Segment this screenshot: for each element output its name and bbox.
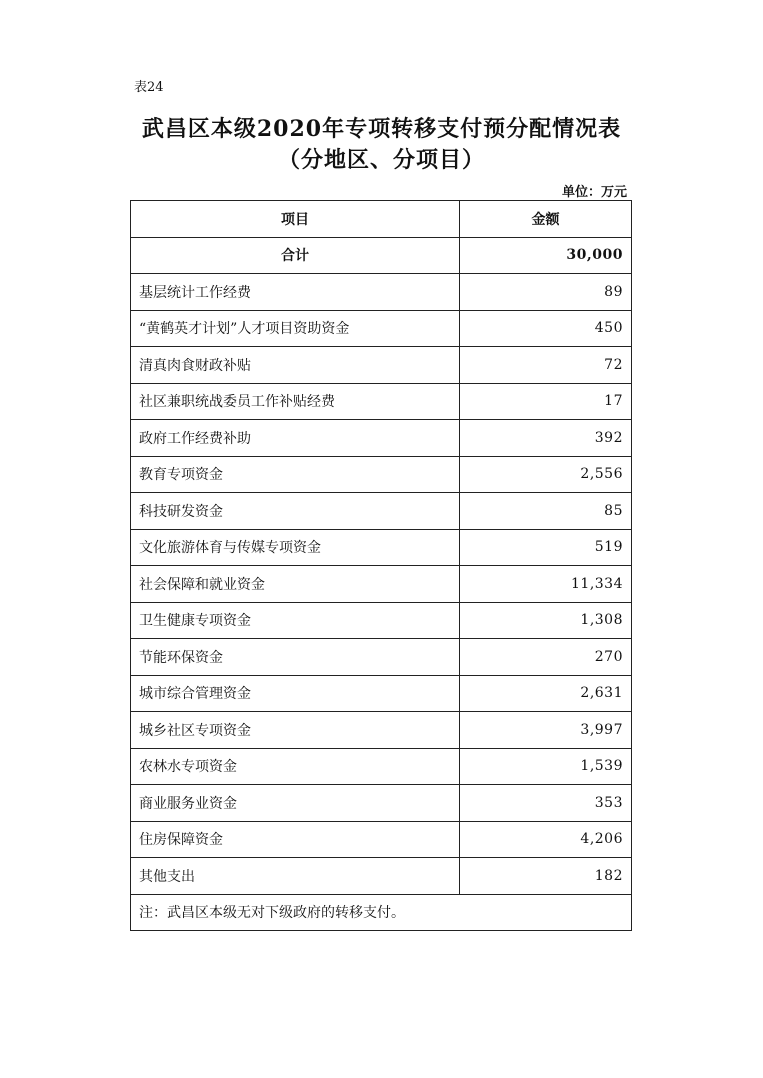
row-item-name: “黄鹤英才计划”人才项目资助资金 (131, 310, 460, 347)
row-item-name: 卫生健康专项资金 (131, 602, 460, 639)
row-item-name: 城市综合管理资金 (131, 675, 460, 712)
row-item-name: 节能环保资金 (131, 639, 460, 676)
row-item-amount: 11,334 (460, 566, 632, 603)
row-item-name: 农林水专项资金 (131, 748, 460, 785)
row-item-amount: 353 (460, 785, 632, 822)
header-item: 项目 (131, 201, 460, 238)
table-row (131, 639, 632, 676)
row-item-name: 科技研发资金 (131, 493, 460, 530)
table-row (131, 456, 632, 493)
table-note: 注：武昌区本级无对下级政府的转移支付。 (131, 894, 632, 931)
table-row (131, 858, 632, 895)
total-label: 合计 (131, 237, 460, 274)
row-item-amount: 72 (460, 347, 632, 384)
page-title: 武昌区本级2020年专项转移支付预分配情况表 (141, 116, 622, 142)
row-item-name: 住房保障资金 (131, 821, 460, 858)
row-item-name: 清真肉食财政补贴 (131, 347, 460, 384)
table-row (131, 748, 632, 785)
row-item-name: 商业服务业资金 (131, 785, 460, 822)
row-item-name: 文化旅游体育与传媒专项资金 (131, 529, 460, 566)
row-item-amount: 1,539 (460, 748, 632, 785)
row-item-amount: 392 (460, 420, 632, 457)
table-row (131, 493, 632, 530)
table-row (131, 420, 632, 457)
row-item-amount: 270 (460, 639, 632, 676)
table-row (131, 821, 632, 858)
header-row (131, 201, 632, 238)
row-item-amount: 4,206 (460, 821, 632, 858)
table-body (131, 201, 632, 931)
table-row (131, 347, 632, 384)
table-row (131, 785, 632, 822)
table-row (131, 602, 632, 639)
row-item-name: 其他支出 (131, 858, 460, 895)
table-row (131, 675, 632, 712)
table-row (131, 712, 632, 749)
row-item-amount: 519 (460, 529, 632, 566)
table-row (131, 383, 632, 420)
row-item-name: 教育专项资金 (131, 456, 460, 493)
note-row (131, 894, 632, 931)
table-row (131, 310, 632, 347)
row-item-name: 城乡社区专项资金 (131, 712, 460, 749)
total-value: 30,000 (460, 237, 632, 274)
row-item-amount: 2,556 (460, 456, 632, 493)
row-item-amount: 85 (460, 493, 632, 530)
row-item-amount: 89 (460, 274, 632, 311)
table-row (131, 274, 632, 311)
allocation-table (130, 200, 632, 931)
table-number: 表24 (134, 80, 164, 95)
row-item-amount: 182 (460, 858, 632, 895)
row-item-name: 政府工作经费补助 (131, 420, 460, 457)
row-item-amount: 17 (460, 383, 632, 420)
row-item-amount: 2,631 (460, 675, 632, 712)
page-subtitle: （分地区、分项目） (277, 147, 485, 173)
table-row (131, 529, 632, 566)
row-item-name: 社区兼职统战委员工作补贴经费 (131, 383, 460, 420)
row-item-amount: 1,308 (460, 602, 632, 639)
table-row (131, 566, 632, 603)
row-item-name: 社会保障和就业资金 (131, 566, 460, 603)
header-amount: 金额 (460, 201, 632, 238)
total-row (131, 237, 632, 274)
row-item-name: 基层统计工作经费 (131, 274, 460, 311)
row-item-amount: 3,997 (460, 712, 632, 749)
unit-label: 单位：万元 (561, 185, 627, 200)
row-item-amount: 450 (460, 310, 632, 347)
